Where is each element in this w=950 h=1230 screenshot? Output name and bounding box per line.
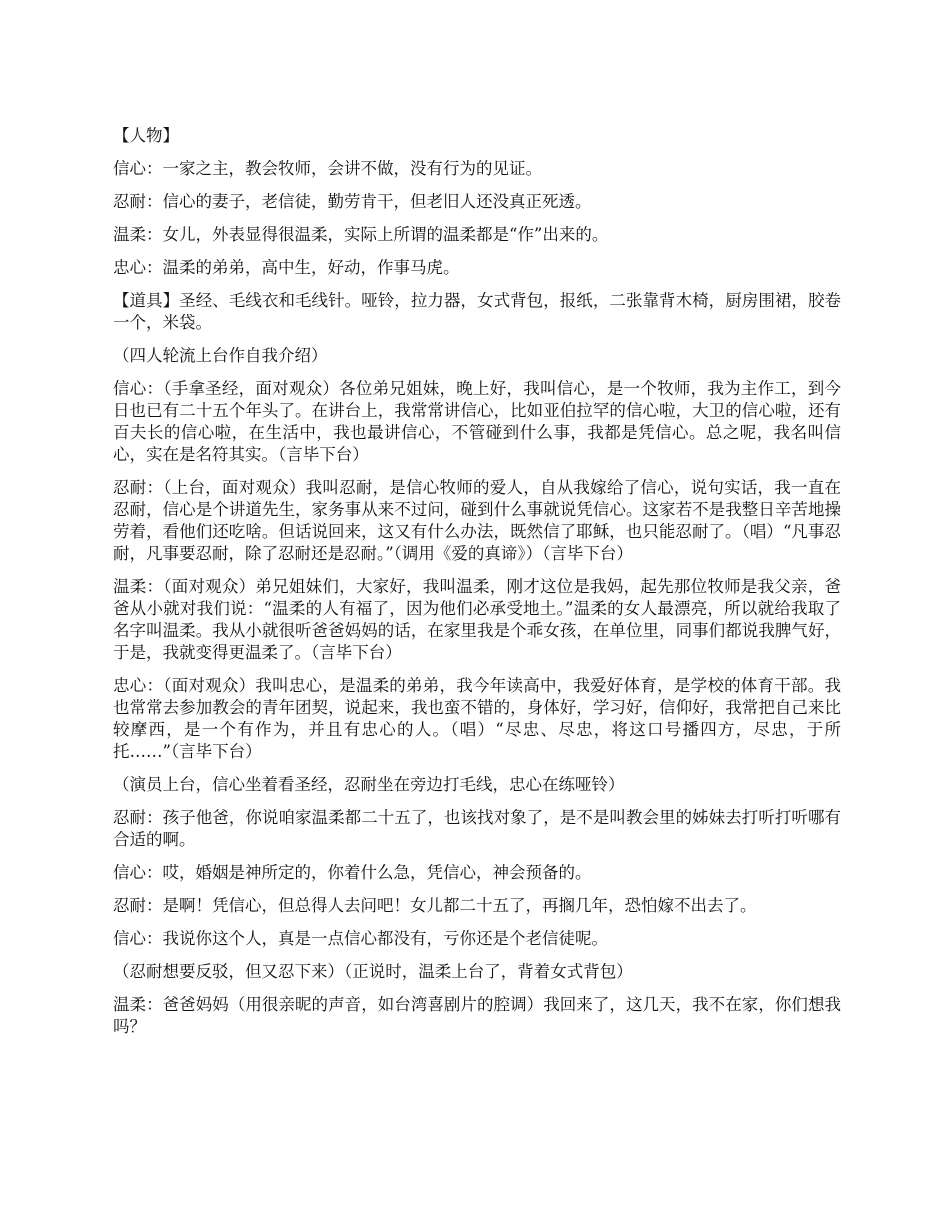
dialogue-paragraph: 忍耐：（上台，面对观众）我叫忍耐，是信心牧师的爱人，自从我嫁给了信心，说句实话，我一直在忍耐，信心是个讲道先生，家务事从来不过问，碰到什么事就说凭信心。这家若不是我整日辛苦地操劳着，看他们还吃啥。但话说回来，这又有什么办法，既然信了耶稣，也只能忍耐了。（唱）“凡事忍耐，凡事要忍耐，除了忍耐还是忍耐。”（调用《爱的真谛》）（言毕下台）: [113, 478, 841, 563]
dialogue-paragraph: 温柔：（面对观众）弟兄姐妹们，大家好，我叫温柔，刚才这位是我妈，起先那位牧师是我父亲，爸爸从小就对我们说：“温柔的人有福了，因为他们必承受地土。”温柔的女人最漂亮，所以就给我取了名字叫温柔。我从小就很听爸爸妈妈的话，在家里我是个乖女孩，在单位里，同事们都说我脾气好，于是，我就变得更温柔了。（言毕下台）: [113, 577, 841, 662]
dialogue-paragraph: 信心：哎，婚姻是神所定的，你着什么急，凭信心，神会预备的。: [113, 863, 592, 882]
dialogue-paragraph: 忍耐：是啊！凭信心，但总得人去问吧！女儿都二十五了，再搁几年，恐怕嫁不出去了。: [113, 896, 757, 915]
stage-direction: （忍耐想要反驳，但又忍下来）（正说时，温柔上台了，背着女式背包）: [113, 962, 633, 981]
dialogue-paragraph: 温柔：爸爸妈妈（用很亲昵的声音，如台湾喜剧片的腔调）我回来了，这几天，我不在家，你们想我吗？: [113, 995, 841, 1036]
dialogue-paragraph: 信心：我说你这个人，真是一点信心都没有，亏你还是个老信徒呢。: [113, 929, 608, 948]
character-rennai: 忍耐：信心的妻子，老信徒，勤劳肯干，但老旧人还没真正死透。: [113, 192, 592, 211]
character-wenrou: 温柔：女儿，外表显得很温柔，实际上所谓的温柔都是“作”出来的。: [113, 225, 609, 244]
dialogue-paragraph: 忍耐：孩子他爸，你说咱家温柔都二十五了，也该找对象了，是不是叫教会里的姊妹去打听打听哪有合适的啊。: [113, 808, 841, 849]
stage-direction: （演员上台，信心坐着看圣经，忍耐坐在旁边打毛线，忠心在练哑铃）: [113, 775, 625, 794]
character-zhongxin: 忠心：温柔的弟弟，高中生，好动，作事马虎。: [113, 258, 460, 277]
dialogue-paragraph: 信心：（手拿圣经，面对观众）各位弟兄姐妹，晚上好，我叫信心，是一个牧师，我为主作工，到今日也已有二十五个年头了。在讲台上，我常常讲信心，比如亚伯拉罕的信心啦，大卫的信心啦，还有百夫长的信心啦，在生活中，我也最讲信心，不管碰到什么事，我都是凭信心。总之呢，我名叫信心，实在是名符其实。（言毕下台）: [113, 379, 841, 464]
stage-direction: （四人轮流上台作自我介绍）: [113, 346, 328, 365]
section-heading-characters: 【人物】: [113, 126, 179, 145]
props-list: 【道具】圣经、毛线衣和毛线针。哑铃，拉力器，女式背包，报纸，二张靠背木椅，厨房围裙，胶卷一个，米袋。: [113, 291, 841, 332]
dialogue-paragraph: 忠心：（面对观众）我叫忠心，是温柔的弟弟，我今年读高中，我爱好体育，是学校的体育干部。我也常常去参加教会的青年团契，说起来，我也蛮不错的，身体好，学习好，信仰好，我常把自己来比较摩西，是一个有作为，并且有忠心的人。（唱）“尽忠、尽忠，将这口号播四方，尽忠，于所托……”（言毕下台）: [113, 676, 841, 761]
character-xinxin: 信心：一家之主，教会牧师，会讲不做，没有行为的见证。: [113, 159, 542, 178]
document-body: [113, 125, 841, 1049]
